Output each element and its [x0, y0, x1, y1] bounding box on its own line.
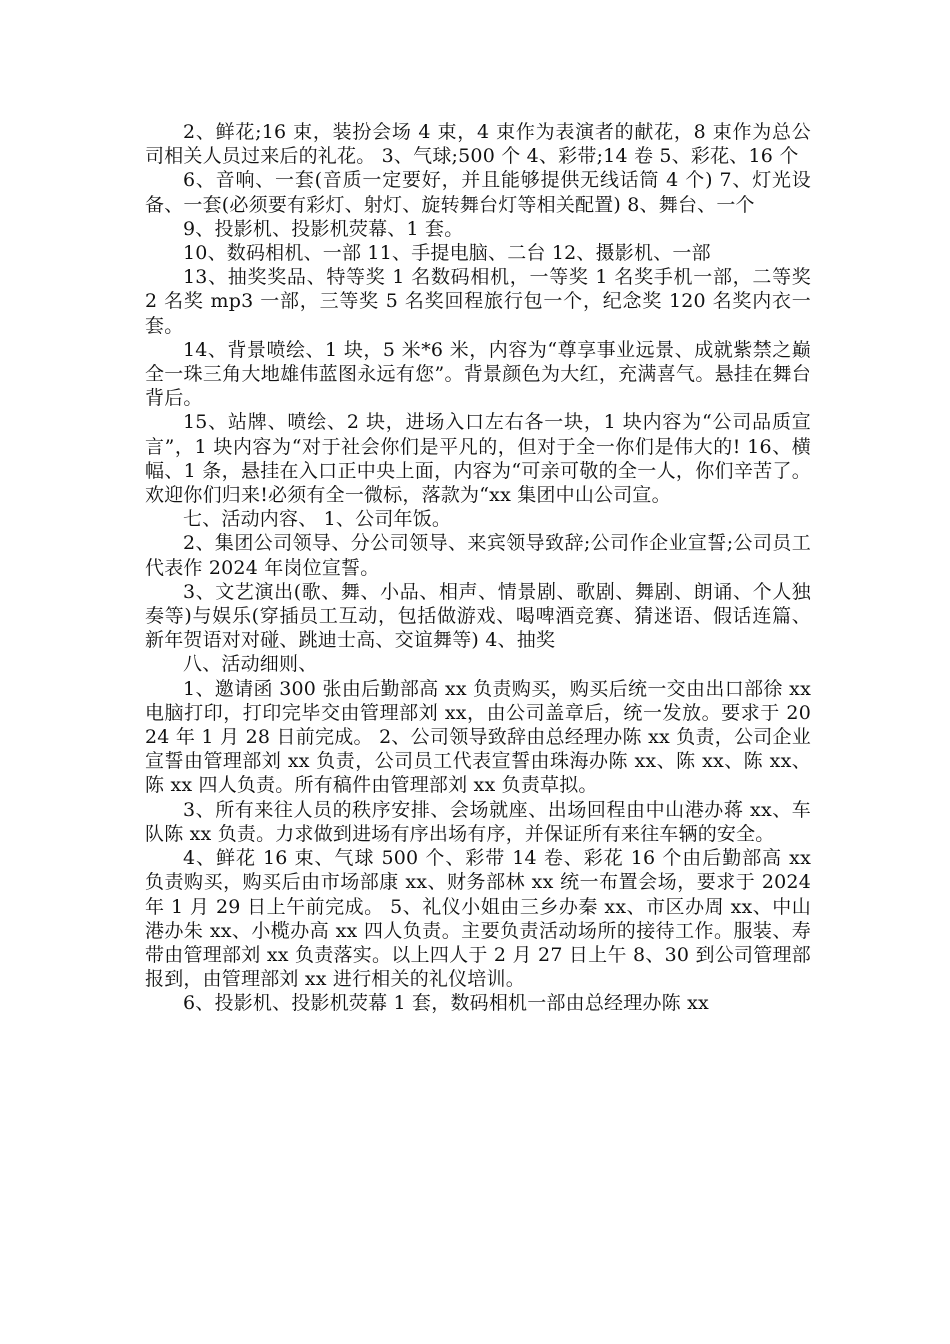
- heading-activity-details: 八、活动细则、: [183, 653, 318, 676]
- paragraph-backdrop: 14、背景喷绘、1 块，5 米*6 米，内容为“尊享事业远景、成就紫禁之巅全一珠三角大地雄伟蓝图永远有您”。背景颜色为大红，充满喜气。悬挂在舞台背后。: [145, 338, 811, 410]
- paragraph-equipment: 6、投影机、投影机荧幕 1 套，数码相机一部由总经理办陈 xx: [183, 992, 709, 1015]
- paragraph-cameras: 10、数码相机、一部 11、手提电脑、二台 12、摄影机、一部: [183, 242, 711, 265]
- paragraph-invitations: 1、邀请函 300 张由后勤部高 xx 负责购买，购买后统一交由出口部徐 xx 电脑打印，打印完毕交由管理部刘 xx，由公司盖章后，统一发放。要求于 2024 年 1 月 28 日前完成。 2、公司领导致辞由总经理办陈 xx 负责，公司企业宣誓由管理部刘 xx 负责，公司员工代表宣誓由珠海办陈 xx、陈 xx、陈 xx、陈 xx 四人负责。所有稿件由管理部刘 xx 负责草拟。: [145, 677, 811, 797]
- paragraph-projector: 9、投影机、投影机荧幕、1 套。: [183, 217, 464, 240]
- paragraph-prizes: 13、抽奖奖品、特等奖 1 名数码相机，一等奖 1 名奖手机一部，二等奖 2 名奖 mp3 一部，三等奖 5 名奖回程旅行包一个，纪念奖 120 名奖内衣一套。: [145, 266, 811, 337]
- paragraph-order-arrangement: 3、所有来往人员的秩序安排、会场就座、出场回程由中山港办蒋 xx、车队陈 xx 负责。力求做到进场有序出场有序，并保证所有来往车辆的安全。: [145, 798, 811, 845]
- paragraph-signs-banner: 15、站牌、喷绘、2 块，进场入口左右各一块，1 块内容为“公司品质宣言”，1 块内容为“对于社会你们是平凡的，但对于全一你们是伟大的! 16、横幅、1 条，悬挂在入口正中央上面，内容为“可亲可敬的全一人，你们辛苦了。欢迎你们归来!必须有全一微标，落款为“xx 集团中山公司宣。: [145, 411, 811, 507]
- paragraph-performances: 3、文艺演出(歌、舞、小品、相声、情景剧、歌剧、舞剧、朗诵、个人独奏等)与娱乐(穿插员工互动，包括做游戏、喝啤酒竞赛、猜迷语、假话连篇、新年贺语对对碰、跳迪士高、交谊舞等) 4、抽奖: [145, 580, 811, 652]
- paragraph-sound-lighting: 6、音响、一套(音质一定要好，并且能够提供无线话筒 4 个) 7、灯光设备、一套(必须要有彩灯、射灯、旋转舞台灯等相关配置) 8、舞台、一个: [145, 169, 811, 216]
- paragraph-speeches: 2、集团公司领导、分公司领导、来宾领导致辞;公司作企业宣誓;公司员工代表作 2024 年岗位宣誓。: [145, 532, 811, 579]
- paragraph-decorations: 2、鲜花;16 束，装扮会场 4 束，4 束作为表演者的献花，8 束作为总公司相关人员过来后的礼花。 3、气球;500 个 4、彩带;14 卷 5、彩花、16 个: [145, 121, 811, 168]
- paragraph-venue-etiquette: 4、鲜花 16 束、气球 500 个、彩带 14 卷、彩花 16 个由后勤部高 xx 负责购买，购买后由市场部康 xx、财务部林 xx 统一布置会场，要求于 2024 年 1 月 29 日上午前完成。 5、礼仪小姐由三乡办秦 xx、市区办周 xx、中山港办朱 xx、小榄办高 xx 四人负责。主要负责活动场所的接待工作。服装、寿带由管理部刘 xx 负责落实。以上四人于 2 月 27 日上午 8、30 到公司管理部报到，由管理部刘 xx 进行相关的礼仪培训。: [145, 847, 811, 991]
- heading-activity-content: 七、活动内容、 1、公司年饭。: [183, 508, 452, 531]
- document-page: [145, 120, 811, 1016]
